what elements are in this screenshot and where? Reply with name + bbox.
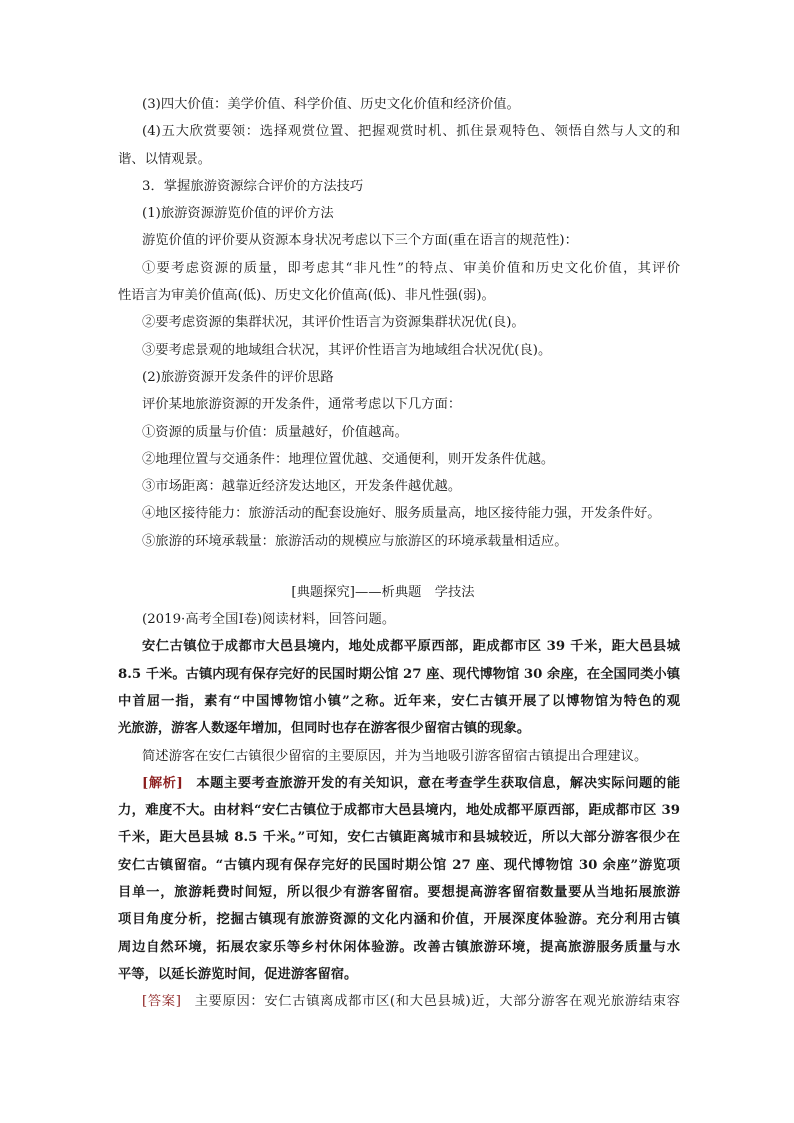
material-line: 中首屈一指，素有“中国博物馆小镇”之称。近年来，安仁古镇开展了以博物馆为特色的观 — [118, 693, 680, 709]
answer-first-line — [118, 988, 680, 1015]
analysis-line: 平等，以延长游览时间，促进游客留宿。 — [118, 966, 358, 982]
section-title: [典题探究]——析典题 学技法 — [291, 584, 475, 600]
development-item-2: ②地理位置与交通条件：地理位置优越、交通便利，则开发条件优越。 — [142, 451, 555, 467]
analysis-line: 项目角度分析，挖掘古镇现有旅游资源的文化内涵和价值，开展深度体验游。充分利用古镇 — [118, 912, 680, 928]
analysis-label: [解析] — [142, 775, 183, 791]
development-title: (2)旅游资源开发条件的评价思路 — [142, 369, 334, 385]
analysis-text: 本题主要考查旅游开发的有关知识，意在考查学生获取信息，解决实际问题的能 — [195, 775, 680, 791]
appreciation-point-line-cont: 谐、以情观景。 — [118, 151, 212, 167]
tour-value-item-2: ②要考虑资源的集群状况，其评价性语言为资源集群状况优(良)。 — [142, 315, 525, 331]
tour-value-item-1: ①要考虑资源的质量，即考虑其“非凡性”的特点、审美价值和历史文化价值，其评价 — [142, 260, 680, 276]
analysis-first-line — [118, 770, 680, 797]
question-source: (2019·高考全国Ⅰ卷)阅读材料，回答问题。 — [142, 612, 396, 628]
development-item-4: ④地区接待能力：旅游活动的配套设施好、服务质量高，地区接待能力强，开发条件好。 — [142, 506, 661, 522]
document-page — [118, 91, 680, 1015]
material-line: 8.5 千米。古镇内现有保存完好的民国时期公馆 27 座、现代博物馆 30 余座，在全国同类小镇 — [118, 666, 680, 682]
development-intro: 评价某地旅游资源的开发条件，通常考虑以下几方面： — [142, 397, 462, 413]
answer-text: 主要原因：安仁古镇离成都市区(和大邑县城)近，大部分游客在观光旅游结束容 — [193, 994, 680, 1010]
analysis-line: 周边自然环境，拓展农家乐等乡村休闲体验游。改善古镇旅游环境，提高旅游服务质量与水 — [118, 939, 680, 955]
development-item-1: ①资源的质量与价值：质量越好，价值越高。 — [142, 424, 408, 440]
answer-label: [答案] — [142, 994, 181, 1010]
tour-value-item-3: ③要考虑景观的地域组合状况，其评价性语言为地域组合状况优(良)。 — [142, 342, 552, 358]
development-item-5: ⑤旅游的环境承载量：旅游活动的规模应与旅游区的环境承载量相适应。 — [142, 533, 568, 549]
analysis-line: 力，难度不大。由材料“安仁古镇位于成都市大邑县境内，地处成都平原西部，距成都市区 39 — [118, 803, 680, 819]
tour-value-item-1-cont: 性语言为审美价值高(低)、历史文化价值高(低)、非凡性强(弱)。 — [118, 288, 495, 304]
tour-value-title: (1)旅游资源游览价值的评价方法 — [142, 206, 334, 222]
analysis-line: 目单一，旅游耗费时间短，所以很少有游客留宿。要想提高游客留宿数量要从当地拓展旅游 — [118, 885, 680, 900]
tour-value-intro: 游览价值的评价要从资源本身状况考虑以下三个方面(重在语言的规范性)： — [142, 233, 578, 249]
development-item-3: ③市场距离：越靠近经济发达地区，开发条件越优越。 — [142, 479, 462, 495]
analysis-line: 安仁古镇留宿。“古镇内现有保存完好的民国时期公馆 27 座、现代博物馆 30 余座”游览项 — [118, 857, 680, 873]
material-line: 安仁古镇位于成都市大邑县境内，地处成都平原西部，距成都市区 39 千米，距大邑县城 — [142, 639, 680, 655]
appreciation-point-line: (4)五大欣赏要领：选择观赏位置、把握观赏时机、抓住景观特色、领悟自然与人文的和 — [142, 124, 680, 140]
question-text: 简述游客在安仁古镇很少留宿的主要原因，并为当地吸引游客留宿古镇提出合理建议。 — [142, 748, 648, 764]
material-line: 光旅游，游客人数逐年增加，但同时也存在游客很少留宿古镇的现象。 — [118, 721, 531, 737]
analysis-line: 千米，距大邑县城 8.5 千米。”可知，安仁古镇距离城市和县城较近，所以大部分游客很少在 — [118, 830, 680, 846]
techniques-heading: 3．掌握旅游资源综合评价的方法技巧 — [142, 178, 364, 194]
value-point-line: (3)四大价值：美学价值、科学价值、历史文化价值和经济价值。 — [142, 97, 520, 112]
